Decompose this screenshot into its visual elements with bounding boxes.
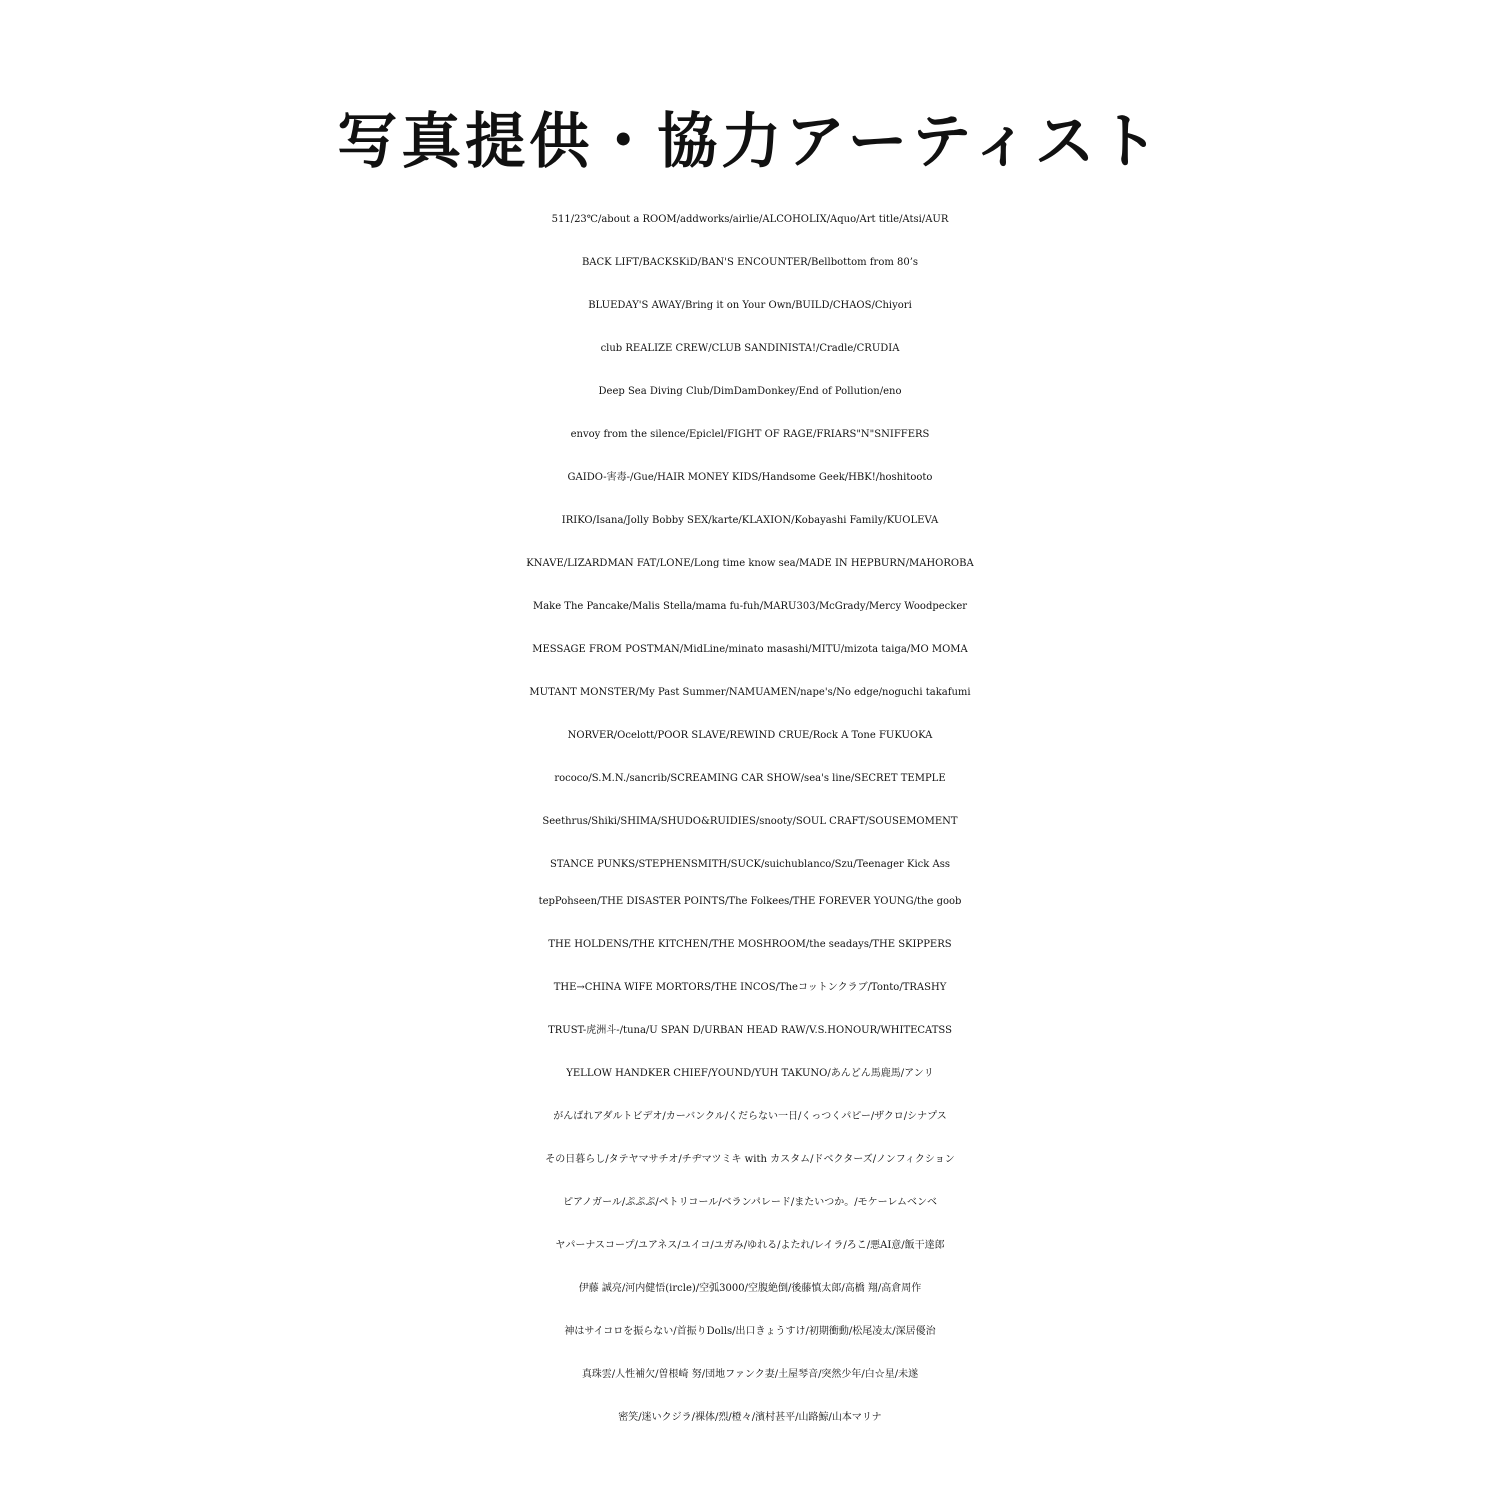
artist-line: KNAVE/LIZARDMAN FAT/LONE/Long time know sea/MADE IN HEPBURN/MAHOROBA	[526, 558, 974, 569]
artist-line: rococo/S.M.N./sancrib/SCREAMING CAR SHOW/sea's line/SECRET TEMPLE	[554, 773, 946, 784]
artist-line: 神はサイコロを振らない/首振りDolls/出口きょうすけ/初期衝動/松尾凌太/深居優治	[564, 1326, 936, 1337]
artist-line: 密笑/迷いクジラ/裸体/烈/橙々/濱村甚平/山路鯨/山本マリナ	[618, 1412, 882, 1423]
artist-line: がんばれアダルトビデオ/カーバンクル/くだらない一日/くっつくパピー/ザクロ/シナプス	[553, 1111, 947, 1122]
artist-line: TRUST-虎洲斗-/tuna/U SPAN D/URBAN HEAD RAW/V.S.HONOUR/WHITECATSS	[548, 1025, 952, 1036]
artist-line: MUTANT MONSTER/My Past Summer/NAMUAMEN/nape's/No edge/noguchi takafumi	[529, 687, 971, 698]
artist-line: ヤパーナスコープ/ユアネス/ユイコ/ユガみ/ゆれる/よたれ/レイラ/ろこ/悪AI意/飯干達郎	[555, 1240, 945, 1251]
artist-line: STANCE PUNKS/STEPHENSMITH/SUCK/suichublanco/Szu/Teenager Kick Ass	[550, 859, 950, 870]
artist-line: MESSAGE FROM POSTMAN/MidLine/minato masashi/MITU/mizota taiga/MO MOMA	[532, 644, 968, 655]
artist-line: Deep Sea Diving Club/DimDamDonkey/End of Pollution/eno	[598, 386, 902, 397]
artist-line: その日暮らし/タテヤマサチオ/チヂマツミキ with カスタム/ドベクターズ/ノンフィクション	[545, 1154, 955, 1165]
artist-line: THE HOLDENS/THE KITCHEN/THE MOSHROOM/the seadays/THE SKIPPERS	[548, 939, 952, 950]
artist-line: 伊藤 誠亮/河内健悟(ircle)/空弧3000/空腹絶倒/後藤慎太郎/高橋 翔/高倉周作	[578, 1283, 922, 1294]
artist-line: envoy from the silence/Epiclel/FIGHT OF RAGE/FRIARS"N"SNIFFERS	[570, 429, 930, 440]
artist-line: Seethrus/Shiki/SHIMA/SHUDO&RUIDIES/snooty/SOUL CRAFT/SOUSEMOMENT	[542, 816, 958, 827]
artist-line: Make The Pancake/Malis Stella/mama fu-fuh/MARU303/McGrady/Mercy Woodpecker	[532, 601, 968, 612]
artist-line: 511/23℃/about a ROOM/addworks/airlie/ALCOHOLIX/Aquo/Art title/Atsi/AUR	[551, 214, 949, 225]
artist-line: NORVER/Ocelott/POOR SLAVE/REWIND CRUE/Rock A Tone FUKUOKA	[567, 730, 933, 741]
artist-line: tepPohseen/THE DISASTER POINTS/The Folkees/THE FOREVER YOUNG/the goob	[538, 896, 962, 907]
artist-line: ピアノガール/ぷぷぷ/ペトリコール/ベランパレード/またいつか。/モケーレムベンベ	[562, 1197, 938, 1208]
artist-list	[0, 202, 1500, 1443]
artist-line: YELLOW HANDKER CHIEF/YOUND/YUH TAKUNO/あんどん馬鹿馬/アンリ	[566, 1068, 934, 1079]
artist-line: THE→CHINA WIFE MORTORS/THE INCOS/Theコットンクラブ/Tonto/TRASHY	[553, 982, 947, 993]
artist-line: 真珠雲/人性補欠/曽根崎 努/団地ファンク妻/土屋琴音/突然少年/白☆星/未遂	[581, 1369, 919, 1380]
artist-line: club REALIZE CREW/CLUB SANDINISTA!/Cradle/CRUDIA	[600, 343, 900, 354]
artist-line: GAIDO-害毒-/Gue/HAIR MONEY KIDS/Handsome Geek/HBK!/hoshitooto	[567, 472, 933, 483]
artist-line: BACK LIFT/BACKSKiD/BAN'S ENCOUNTER/Bellbottom from 80’s	[581, 257, 919, 268]
page-title: 写真提供・協力アーティスト	[337, 107, 1163, 178]
artist-line: IRIKO/Isana/Jolly Bobby SEX/karte/KLAXION/Kobayashi Family/KUOLEVA	[561, 515, 939, 526]
artist-line: BLUEDAY'S AWAY/Bring it on Your Own/BUILD/CHAOS/Chiyori	[588, 300, 912, 311]
